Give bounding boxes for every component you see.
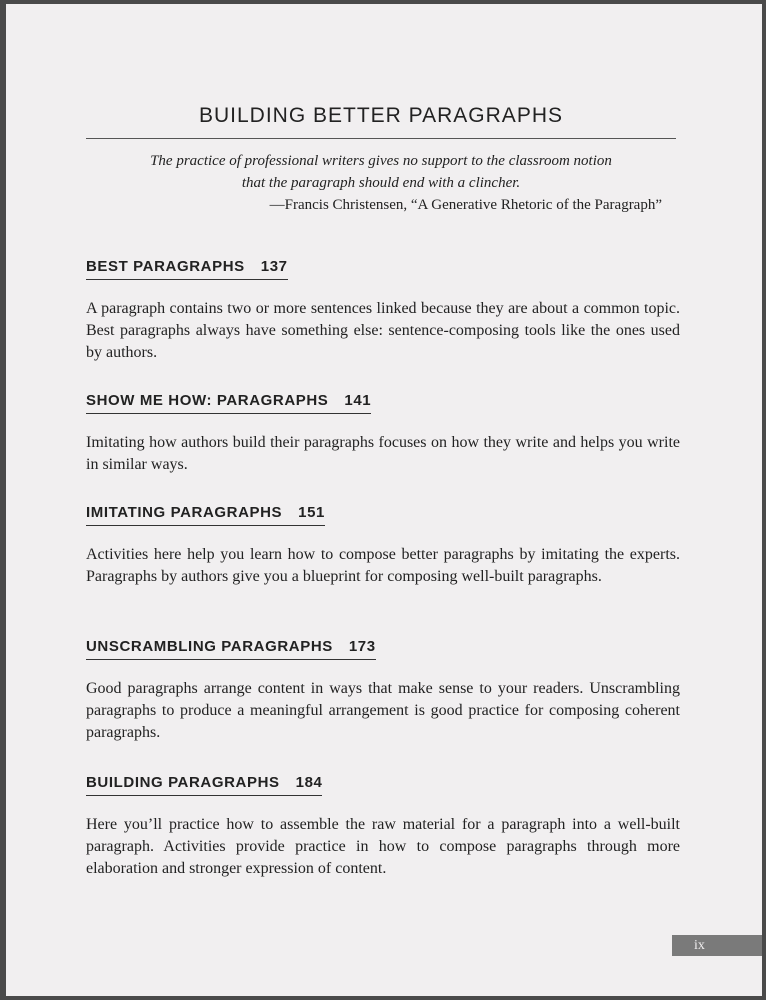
section-page-number: 137 — [260, 258, 288, 275]
epigraph-line-2: that the paragraph should end with a clincher. — [241, 175, 521, 191]
section-heading-text: IMITATING PARAGRAPHS — [86, 504, 283, 521]
title-rule — [86, 138, 676, 139]
section-heading — [86, 504, 325, 526]
section-heading — [86, 638, 376, 660]
section-description: Imitating how authors build their paragraphs focuses on how they write and helps you write in similar ways. — [86, 434, 680, 473]
section-best-paragraphs — [86, 258, 680, 364]
section-heading — [86, 392, 371, 414]
page-folio: ix — [672, 935, 762, 956]
epigraph — [86, 150, 676, 216]
section-heading-text: UNSCRAMBLING PARAGRAPHS — [86, 638, 333, 655]
book-page — [6, 4, 762, 996]
section-heading — [86, 258, 288, 280]
section-page-number: 184 — [295, 774, 323, 791]
section-description: Here you’ll practice how to assemble the raw material for a paragraph into a well-built paragraph. Activities provide practice in how to compose paragraphs through more elaboration and stronger expression of content. — [86, 816, 680, 877]
section-heading-text: SHOW ME HOW: PARAGRAPHS — [86, 392, 329, 409]
section-heading — [86, 774, 322, 796]
section-page-number: 151 — [298, 504, 325, 521]
section-description: Activities here help you learn how to compose better paragraphs by imitating the experts. Paragraphs by authors give you a blueprint for composing well-built paragraphs. — [86, 546, 680, 585]
epigraph-line-1: The practice of professional writers gives no support to the classroom notion — [150, 153, 612, 169]
section-heading-text: BEST PARAGRAPHS — [86, 258, 245, 275]
section-imitating-paragraphs — [86, 504, 680, 588]
section-unscrambling-paragraphs — [86, 638, 680, 744]
section-heading-text: BUILDING PARAGRAPHS — [86, 774, 280, 791]
epigraph-attribution: —Francis Christensen, “A Generative Rhetoric of the Paragraph” — [269, 197, 662, 213]
page-title: BUILDING BETTER PARAGRAPHS — [198, 104, 563, 127]
section-page-number: 141 — [344, 392, 372, 409]
section-description: Good paragraphs arrange content in ways that make sense to your readers. Unscrambling paragraphs to produce a meaningful arrangement is good practice for composing coherent paragraphs. — [86, 680, 680, 741]
section-show-me-how — [86, 392, 680, 476]
section-building-paragraphs — [86, 774, 680, 880]
section-description: A paragraph contains two or more sentences linked because they are about a common topic. Best paragraphs always have something else: sentence-composing tools like the ones used by authors. — [86, 300, 680, 361]
section-page-number: 173 — [348, 638, 376, 655]
